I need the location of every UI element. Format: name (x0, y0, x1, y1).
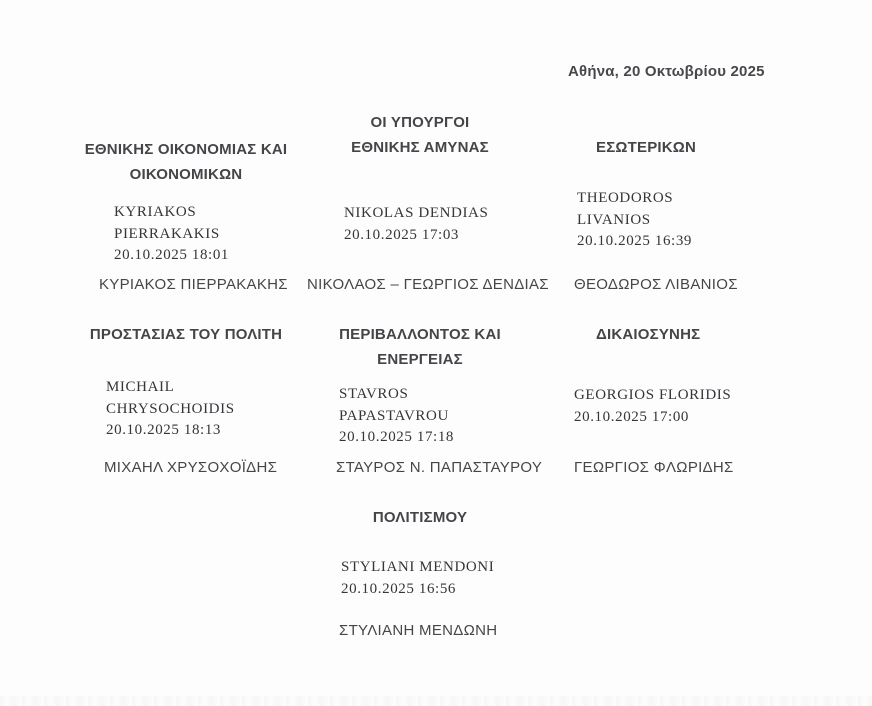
ministry-title (596, 322, 700, 347)
document-date-line: Αθήνα, 20 Οκτωβρίου 2025 (568, 63, 765, 80)
stamp-name-line: KYRIAKOS (114, 204, 197, 220)
digital-signature-stamp (344, 203, 488, 246)
stamp-name-line: LIVANIOS (577, 211, 651, 228)
digital-signature-stamp (577, 188, 692, 253)
ministry-title-line: ΕΘΝΙΚΗΣ ΑΜΥΝΑΣ (351, 139, 489, 156)
stamp-datetime: 20.10.2025 18:13 (106, 422, 222, 438)
ministry-title-line: ΕΣΩΤΕΡΙΚΩΝ (596, 139, 697, 156)
stamp-name-line: MICHAIL (106, 379, 175, 395)
ministry-title-line: ΕΝΕΡΓΕΙΑΣ (377, 351, 463, 368)
stamp-name-line: STAVROS (339, 386, 409, 402)
stamp-name-line: STYLIANI MENDONI (341, 559, 495, 575)
stamp-datetime: 20.10.2025 17:18 (339, 429, 455, 445)
stamp-datetime: 20.10.2025 16:39 (577, 233, 693, 249)
digital-signature-stamp (574, 385, 731, 428)
ministry-title (310, 505, 530, 530)
digital-signature-stamp (106, 377, 235, 442)
stamp-name-line: GEORGIOS FLORIDIS (574, 387, 732, 403)
stamp-datetime: 20.10.2025 17:03 (344, 226, 460, 243)
ministry-title (60, 137, 312, 187)
stamp-datetime: 20.10.2025 18:01 (114, 247, 230, 263)
scan-noise-artifact (0, 696, 872, 706)
stamp-name-line: PIERRAKAKIS (114, 225, 220, 242)
minister-printed-name: ΜΙΧΑΗΛ ΧΡΥΣΟΧΟΪΔΗΣ (104, 459, 278, 476)
ministry-title-line: ΟΙΚΟΝΟΜΙΚΩΝ (129, 166, 243, 183)
ministry-title-line: ΕΘΝΙΚΗΣ ΟΙΚΟΝΟΜΙΑΣ ΚΑΙ (84, 141, 288, 158)
ministers-heading: ΟΙ ΥΠΟΥΡΓΟΙ (370, 114, 470, 131)
stamp-name-line: PAPASTAVROU (339, 407, 449, 424)
minister-printed-name: ΣΤΑΥΡΟΣ Ν. ΠΑΠΑΣΤΑΥΡΟΥ (336, 459, 543, 476)
ministry-title-line: ΔΙΚΑΙΟΣΥΝΗΣ (596, 326, 701, 343)
minister-printed-name: ΣΤΥΛΙΑΝΗ ΜΕΝΔΩΝΗ (339, 622, 498, 639)
ministry-title (310, 135, 530, 160)
minister-printed-name: ΝΙΚΟΛΑΟΣ – ΓΕΩΡΓΙΟΣ ΔΕΝΔΙΑΣ (307, 276, 549, 293)
digital-signature-stamp (341, 557, 494, 600)
stamp-name-line: CHRYSOCHOIDIS (106, 400, 235, 417)
minister-printed-name: ΘΕΟΔΩΡΟΣ ΛΙΒΑΝΙΟΣ (574, 276, 738, 293)
stamp-name-line: THEODOROS (577, 190, 674, 206)
ministry-title (596, 135, 696, 160)
ministry-title-line: ΠΕΡΙΒΑΛΛΟΝΤΟΣ ΚΑΙ (339, 326, 501, 343)
minister-printed-name: ΚΥΡΙΑΚΟΣ ΠΙΕΡΡΑΚΑΚΗΣ (99, 276, 288, 293)
ministry-title (60, 322, 312, 347)
stamp-datetime: 20.10.2025 16:56 (341, 580, 457, 597)
ministry-title (310, 322, 530, 372)
stamp-datetime: 20.10.2025 17:00 (574, 408, 690, 425)
ministry-title-line: ΠΡΟΣΤΑΣΙΑΣ ΤΟΥ ΠΟΛΙΤΗ (89, 326, 283, 343)
stamp-name-line: NIKOLAS DENDIAS (344, 205, 489, 221)
digital-signature-stamp (114, 202, 229, 267)
ministry-title-line: ΠΟΛΙΤΙΣΜΟΥ (372, 509, 468, 526)
digital-signature-stamp (339, 384, 454, 449)
minister-printed-name: ΓΕΩΡΓΙΟΣ ΦΛΩΡΙΔΗΣ (574, 459, 734, 476)
